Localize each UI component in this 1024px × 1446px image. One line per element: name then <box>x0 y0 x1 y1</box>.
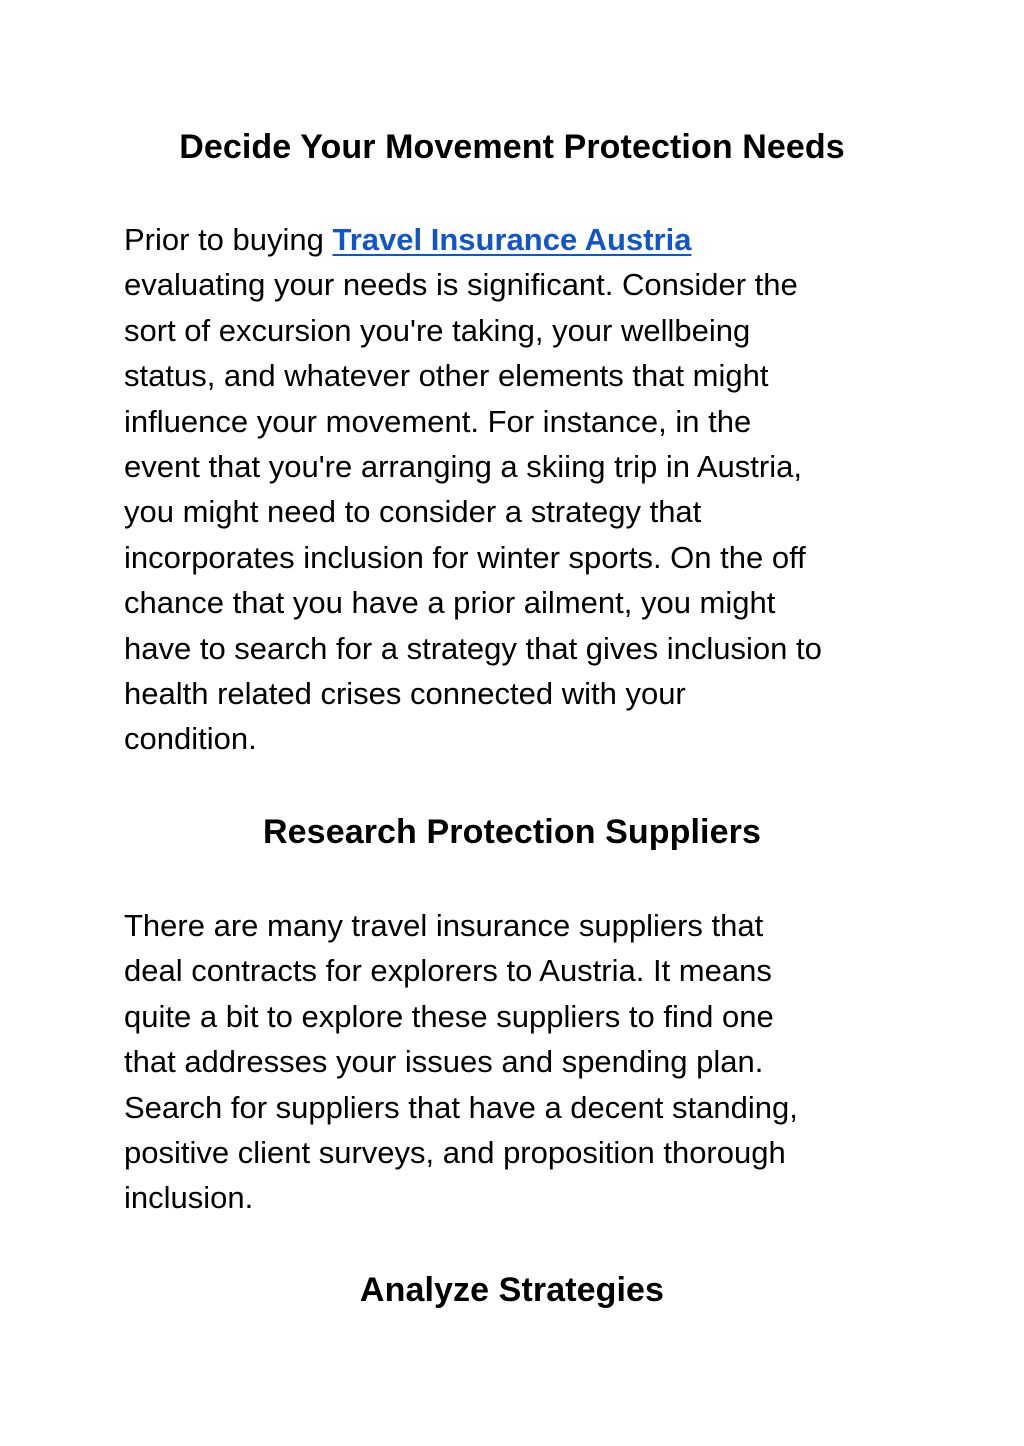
section-heading-analyze-strategies: Analyze Strategies <box>359 1271 665 1309</box>
paragraph-line: status, and whatever other elements that might <box>124 358 769 394</box>
paragraph-line: Search for suppliers that have a decent standing, <box>124 1089 798 1125</box>
paragraph-line: deal contracts for explorers to Austria. It means <box>124 953 772 989</box>
paragraph-line: you might need to consider a strategy that <box>124 494 702 530</box>
paragraph-line: chance that you have a prior ailment, you might <box>124 585 776 621</box>
travel-insurance-austria-link[interactable]: Travel Insurance Austria <box>332 222 692 257</box>
paragraph-line: inclusion. <box>124 1180 254 1216</box>
section-heading-research-protection-suppliers: Research Protection Suppliers <box>263 813 761 851</box>
paragraph-line: quite a bit to explore these suppliers to find one <box>124 998 774 1034</box>
paragraph-line: condition. <box>124 721 257 757</box>
paragraph-line: There are many travel insurance suppliers that <box>124 908 764 943</box>
paragraph-line: that addresses your issues and spending plan. <box>124 1044 764 1080</box>
paragraph-protection-needs <box>124 217 914 762</box>
paragraph-line <box>124 222 691 257</box>
paragraph-prefix: Prior to buying <box>124 222 333 257</box>
paragraph-line: health related crises connected with your <box>124 676 686 712</box>
paragraph-line: event that you're arranging a skiing trip in Austria, <box>124 449 802 485</box>
section-heading-movement-protection-needs: Decide Your Movement Protection Needs <box>179 128 845 166</box>
paragraph-line: sort of excursion you're taking, your wellbeing <box>124 312 751 348</box>
paragraph-line: positive client surveys, and proposition thorough <box>124 1135 786 1171</box>
paragraph-line: influence your movement. For instance, in the <box>124 403 752 439</box>
paragraph-line: incorporates inclusion for winter sports. On the off <box>124 539 806 575</box>
paragraph-research-suppliers <box>124 903 914 1221</box>
paragraph-line: have to search for a strategy that gives inclusion to <box>124 630 822 666</box>
paragraph-line: evaluating your needs is significant. Consider the <box>124 267 798 303</box>
